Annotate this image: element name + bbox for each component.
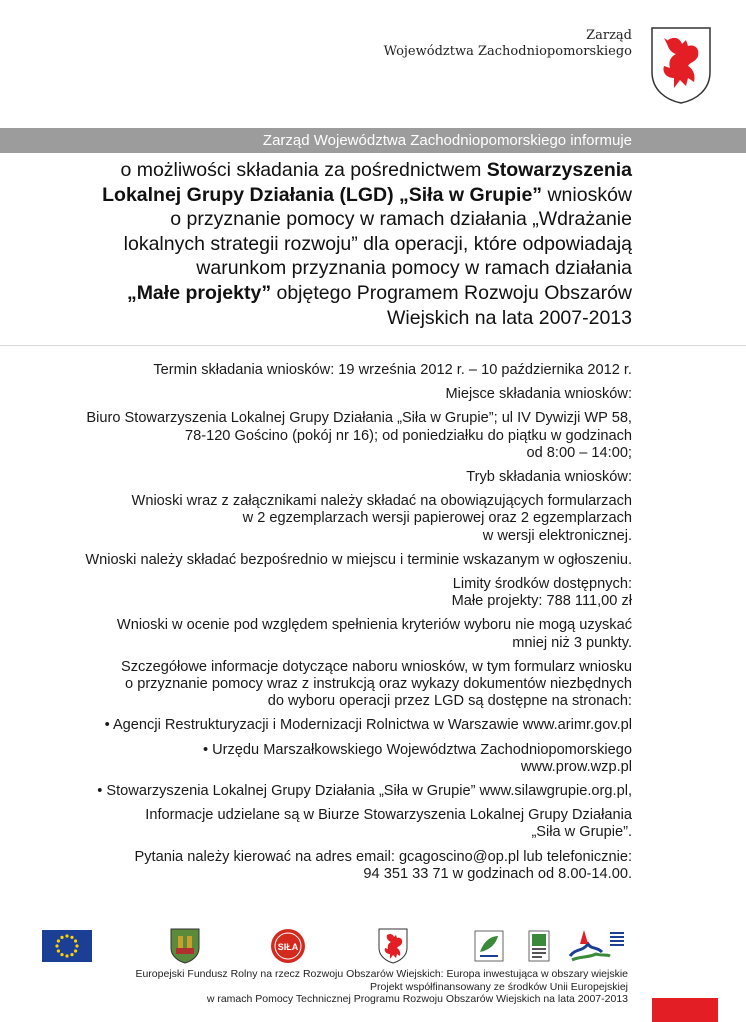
link-line: • Urzędu Marszałkowskiego Województwa Zachodniopomorskiego [202,741,632,758]
details-line: do wyboru operacji przez LGD są dostępne na stronach: [267,693,632,710]
contact-text [0,849,632,883]
headline-bold: Stowarzyszenia [486,159,632,181]
headline-line: warunkom przyznania pomocy w ramach działania [196,257,632,280]
limits-label: Limity środków dostępnych: [452,576,632,593]
mode-line: Wnioski wraz z załącznikami należy składać na obowiązujących formularzach [131,493,632,510]
mode-line: w wersji elektronicznej. [482,527,632,544]
headline-bold: Lokalnej Grupy Działania (LGD) „Siła w Grupie” [102,183,543,206]
info-line: „Siła w Grupie”. [531,824,632,841]
prow-logo-icon [566,926,626,964]
mode-line: w 2 egzemplarzach wersji papierowej oraz 2 egzemplarzach [242,510,632,527]
headline-part: o możliwości składania za pośrednictwem [120,159,487,181]
announcement-band: Zarząd Województwa Zachodniopomorskiego informuje [0,128,746,153]
announcement-content [0,362,632,890]
place-line: 78-120 Gościno (pokój nr 16); od poniedziałku do piątku w godzinach [184,427,632,444]
headline-line: o przyznanie pomocy w ramach działania „Wdrażanie [170,208,632,231]
footer-line: w ramach Pomocy Technicznej Programu Rozwoju Obszarów Wiejskich na lata 2007-2013 [206,993,628,1006]
contact-line: 94 351 33 71 w godzinach od 8.00-14.00. [363,865,632,882]
link-arimr[interactable]: • Agencji Restrukturyzacji i Modernizacji Rolnictwa w Warszawie www.arimr.gov.pl [104,717,632,734]
place-line: od 8:00 – 14:00; [526,444,632,461]
sila-w-grupie-logo-icon [270,928,306,964]
scoring-text [0,617,632,651]
link-line[interactable]: www.prow.wzp.pl [520,758,632,775]
link-prow[interactable] [0,742,632,776]
header-org-name [384,28,632,60]
gmina-coat-of-arms-icon [170,928,200,964]
place-details [0,410,632,462]
place-label: Miejsce składania wniosków: [445,386,632,403]
region-crest-small-icon [378,928,408,964]
red-corner-block [652,998,718,1022]
headline [0,158,632,330]
details-line: o przyznanie pomocy wraz z instrukcją oraz wykazy dokumentów niezbędnych [125,676,632,693]
eu-flag-icon [42,930,92,962]
header-org-line2: Województwa Zachodniopomorskiego [383,44,632,59]
details-text [0,659,632,711]
scoring-line: mniej niż 3 punkty. [512,634,632,651]
limits-value: Małe projekty: 788 111,00 zł [451,593,632,610]
headline-line: Wiejskich na lata 2007-2013 [387,306,632,329]
headline-part: wniosków [542,183,632,206]
info-text [0,807,632,841]
mode-label: Tryb składania wniosków: [466,469,632,486]
place-line: Biuro Stowarzyszenia Lokalnej Grupy Działania „Siła w Grupie”; ul IV Dywizji WP 58, [86,410,632,427]
scoring-line: Wnioski w ocenie pod względem spełnienia kryteriów wyboru nie mogą uzyskać [116,617,632,634]
footer-line: Europejski Fundusz Rolny na rzecz Rozwoju Obszarów Wiejskich: Europa inwestująca w obszary wiejskie [135,968,628,980]
header-org-line1: Zarząd [586,28,632,43]
headline-bold: „Małe projekty” [126,281,272,304]
logos-row [0,926,746,966]
limits [0,576,632,610]
griffin-crest-icon [650,26,712,104]
headline-line: lokalnych strategii rozwoju” dla operacji, które odpowiadają [123,232,632,255]
sila-logo-text: SIŁA [277,942,299,952]
deadline-text: Termin składania wniosków: 19 września 2012 r. – 10 października 2012 r. [153,362,632,378]
details-line: Szczegółowe informacje dotyczące naboru wniosków, w tym formularz wniosku [121,658,632,675]
leader-logo-icon [474,930,504,962]
contact-line[interactable]: Pytania należy kierować na adres email: gcagoscino@op.pl lub telefonicznie: [134,848,632,865]
headline-part: objętego Programem Rozwoju Obszarów [271,281,632,304]
link-silawgrupie[interactable]: • Stowarzyszenia Lokalnej Grupy Działania „Siła w Grupie” www.silawgrupie.org.pl, [97,783,632,800]
mode-details [0,493,632,545]
footer-text [0,968,628,1006]
direct-submission-text: Wnioski należy składać bezpośrednio w miejscu i terminie wskazanym w ogłoszeniu. [85,551,632,568]
krajowa-siec-logo-icon [528,930,550,962]
footer-line: Projekt współfinansowany ze środków Unii Europejskiej [370,980,628,993]
info-line: Informacje udzielane są w Biurze Stowarzyszenia Lokalnej Grupy Działania [145,807,632,824]
